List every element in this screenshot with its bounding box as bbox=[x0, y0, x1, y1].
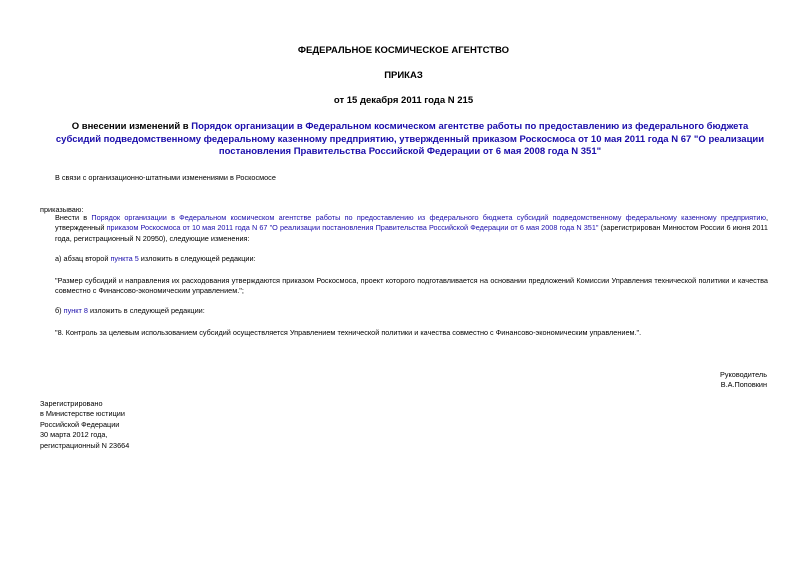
amendment-prefix: Внести в bbox=[55, 213, 92, 222]
signatory-name: В.А.Поповкин bbox=[720, 380, 767, 390]
registration-number: регистрационный N 23664 bbox=[40, 440, 130, 450]
document-subject bbox=[52, 121, 768, 159]
item-a-suffix: изложить в следующей редакции: bbox=[138, 254, 256, 263]
subject-procedure-link[interactable]: Порядок организации в Федеральном космическом агентстве работы по предоставлению из федерального бюджета субсидий подведомственному федеральному казенному предприятию, утвержденный приказом Роскосмоса от 10 мая 2011 года N 67 "О реализации постановления Правительства Российской Федерации от 6 мая 2008 года N 351" bbox=[55, 121, 765, 158]
paragraph-amendment-intro bbox=[55, 213, 768, 244]
item-b-prefix: б) bbox=[55, 306, 64, 315]
paragraph-item-b bbox=[55, 306, 205, 316]
document-type-heading: ПРИКАЗ bbox=[384, 70, 423, 81]
procedure-link[interactable]: Порядок организации в Федеральном космическом агентстве работы по предоставлению из федерального бюджета субсидий подведомственному федеральному казенному предприятию bbox=[91, 213, 766, 222]
registration-line: Зарегистрировано bbox=[40, 399, 103, 408]
paragraph-reason: В связи с организационно-штатными изменениями в Роскосмосе bbox=[55, 173, 276, 182]
registration-line: в Министерстве юстиции bbox=[40, 409, 125, 419]
order-67-link[interactable]: приказом Роскосмоса от 10 мая 2011 года N 67 "О реализации постановления Правительства Российской Федерации от 6 мая 2008 года N 351" bbox=[106, 223, 599, 233]
amendment-suffix: (зарегистрирован Минюстом России 6 июня 2011 года, регистрационный N 20950), следующие изменения: bbox=[55, 223, 768, 243]
point-5-link[interactable]: пункта 5 bbox=[110, 254, 139, 263]
signature-block bbox=[720, 370, 767, 391]
item-a-prefix: а) абзац второй bbox=[55, 254, 111, 263]
registration-line: Российской Федерации bbox=[40, 419, 120, 429]
item-b-suffix: изложить в следующей редакции: bbox=[87, 306, 205, 315]
paragraph-order: приказываю: bbox=[40, 205, 84, 214]
registration-date: 30 марта 2012 года, bbox=[40, 430, 108, 440]
paragraph-item-a-text: "Размер субсидий и направления их расходования утверждаются приказом Роскосмоса, проект которого подготавливается на основании предложений Комиссии Управления технической политики и качества совместно с Финансово-экономическим управлением."; bbox=[55, 276, 768, 296]
point-8-link[interactable]: пункт 8 bbox=[63, 306, 88, 315]
registration-block bbox=[40, 399, 129, 451]
amendment-mid: , утвержденный bbox=[55, 213, 768, 233]
signatory-title: Руководитель bbox=[719, 370, 767, 379]
paragraph-item-a bbox=[55, 254, 256, 264]
document-date: от 15 декабря 2011 года N 215 bbox=[333, 95, 474, 106]
paragraph-item-b-text: "8. Контроль за целевым использованием субсидий осуществляется Управлением технической политики и качества совместно с Финансово-экономическим управлением.". bbox=[55, 328, 642, 337]
agency-heading: ФЕДЕРАЛЬНОЕ КОСМИЧЕСКОЕ АГЕНТСТВО bbox=[297, 45, 510, 56]
subject-prefix: О внесении изменений в bbox=[71, 121, 192, 132]
